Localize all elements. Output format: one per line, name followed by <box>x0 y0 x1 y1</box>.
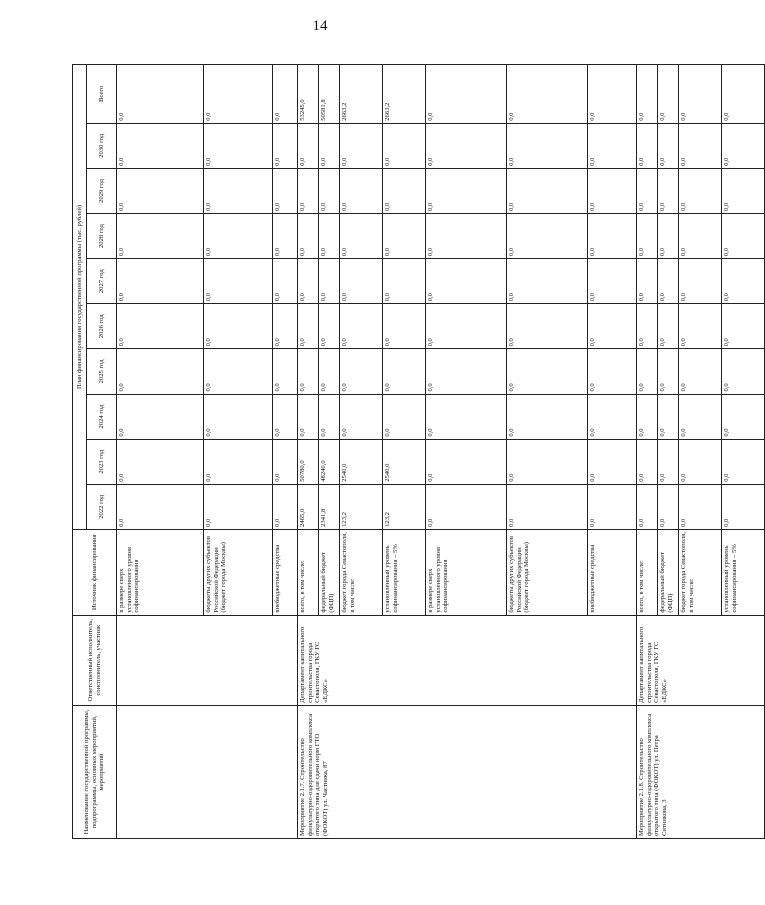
source-cell: федеральный бюджет (ФЦП) <box>658 529 679 615</box>
value-cell: 0,0 <box>588 304 637 349</box>
value-cell: 2465,0 <box>298 484 319 529</box>
value-cell: 0,0 <box>679 214 722 259</box>
value-cell: 0,0 <box>117 349 204 394</box>
value-cell: 0,0 <box>637 304 658 349</box>
header-year: 2029 год <box>87 168 117 213</box>
header-responsible-column: Ответственный исполнитель, соисполнитель, участник <box>73 615 117 705</box>
header-total: Всего <box>87 65 117 124</box>
total-cell: 53245,0 <box>298 65 319 124</box>
value-cell: 2540,0 <box>383 439 426 484</box>
value-cell: 0,0 <box>383 168 426 213</box>
value-cell: 0,0 <box>507 439 588 484</box>
source-cell: установленный уровень софинансирования – 5% <box>383 529 426 615</box>
value-cell: 123,2 <box>340 484 383 529</box>
source-cell: в размере сверх установленного уровня софинансирования <box>117 529 204 615</box>
value-cell: 0,0 <box>117 394 204 439</box>
value-cell: 0,0 <box>658 394 679 439</box>
value-cell: 0,0 <box>319 259 340 304</box>
value-cell: 0,0 <box>507 304 588 349</box>
value-cell: 0,0 <box>340 123 383 168</box>
value-cell: 0,0 <box>722 168 765 213</box>
header-source-column: Источник финансирования <box>73 529 117 615</box>
value-cell: 0,0 <box>298 123 319 168</box>
value-cell: 0,0 <box>658 439 679 484</box>
responsible-cell: Департамент капитального строительства города Севастополя, ГКУ ГС «ЕДКС» <box>637 615 765 705</box>
value-cell: 0,0 <box>722 214 765 259</box>
value-cell: 0,0 <box>679 439 722 484</box>
value-cell: 0,0 <box>273 394 298 439</box>
value-cell: 0,0 <box>383 304 426 349</box>
value-cell: 0,0 <box>658 168 679 213</box>
financing-table <box>72 64 765 839</box>
value-cell: 0,0 <box>588 259 637 304</box>
value-cell: 0,0 <box>204 484 273 529</box>
header-year: 2025 год <box>87 349 117 394</box>
value-cell: 0,0 <box>273 349 298 394</box>
total-cell: 0,0 <box>588 65 637 124</box>
value-cell: 0,0 <box>340 304 383 349</box>
value-cell: 0,0 <box>722 259 765 304</box>
value-cell: 0,0 <box>637 439 658 484</box>
value-cell: 0,0 <box>426 123 507 168</box>
measure-name-cell <box>117 705 298 838</box>
value-cell: 0,0 <box>507 259 588 304</box>
value-cell: 0,0 <box>426 168 507 213</box>
value-cell: 0,0 <box>319 168 340 213</box>
value-cell: 0,0 <box>679 304 722 349</box>
source-cell: бюджет города Севастополя, в том числе: <box>340 529 383 615</box>
header-year: 2023 год <box>87 439 117 484</box>
value-cell: 0,0 <box>204 259 273 304</box>
source-cell: всего, в том числе: <box>298 529 319 615</box>
value-cell: 0,0 <box>637 168 658 213</box>
value-cell: 0,0 <box>273 123 298 168</box>
table-row <box>117 65 204 839</box>
header-year: 2026 год <box>87 304 117 349</box>
total-cell: 2663,2 <box>383 65 426 124</box>
header-year: 2027 год <box>87 259 117 304</box>
value-cell: 0,0 <box>722 304 765 349</box>
table-row <box>637 65 658 839</box>
value-cell: 0,0 <box>426 259 507 304</box>
total-cell: 0,0 <box>117 65 204 124</box>
value-cell: 0,0 <box>507 123 588 168</box>
value-cell: 0,0 <box>273 484 298 529</box>
value-cell: 0,0 <box>637 259 658 304</box>
header-year: 2024 год <box>87 394 117 439</box>
value-cell: 0,0 <box>658 123 679 168</box>
source-cell: всего, в том числе: <box>637 529 658 615</box>
value-cell: 0,0 <box>679 394 722 439</box>
value-cell: 0,0 <box>507 168 588 213</box>
measure-name-cell: Мероприятие 2.1.8. Строительство физкультурно-оздоровительного комплекса открытого типа (ФОКОТ) ул. Петра Ситникова, 3 <box>637 705 765 838</box>
value-cell: 0,0 <box>722 394 765 439</box>
value-cell: 0,0 <box>298 304 319 349</box>
value-cell: 0,0 <box>658 214 679 259</box>
value-cell: 0,0 <box>658 259 679 304</box>
value-cell: 0,0 <box>426 439 507 484</box>
value-cell: 0,0 <box>298 349 319 394</box>
value-cell: 123,2 <box>383 484 426 529</box>
value-cell: 0,0 <box>273 168 298 213</box>
total-cell: 2663,2 <box>340 65 383 124</box>
responsible-cell <box>117 615 298 705</box>
value-cell: 0,0 <box>273 214 298 259</box>
total-cell: 0,0 <box>204 65 273 124</box>
total-cell: 50581,8 <box>319 65 340 124</box>
value-cell: 0,0 <box>637 214 658 259</box>
value-cell: 0,0 <box>637 394 658 439</box>
value-cell: 0,0 <box>340 394 383 439</box>
value-cell: 0,0 <box>383 123 426 168</box>
responsible-cell: Департамент капитального строительства города Севастополя, ГКУ ГС «ЕДКС» <box>298 615 637 705</box>
value-cell: 0,0 <box>588 394 637 439</box>
value-cell: 0,0 <box>319 123 340 168</box>
value-cell: 0,0 <box>426 484 507 529</box>
value-cell: 0,0 <box>204 349 273 394</box>
value-cell: 0,0 <box>637 484 658 529</box>
value-cell: 0,0 <box>340 349 383 394</box>
source-cell: внебюджетные средства <box>273 529 298 615</box>
value-cell: 0,0 <box>319 214 340 259</box>
value-cell: 0,0 <box>679 484 722 529</box>
value-cell: 0,0 <box>319 394 340 439</box>
value-cell: 0,0 <box>426 349 507 394</box>
value-cell: 0,0 <box>722 484 765 529</box>
value-cell: 0,0 <box>679 123 722 168</box>
value-cell: 48240,0 <box>319 439 340 484</box>
value-cell: 0,0 <box>679 259 722 304</box>
source-cell: бюджет города Севастополя, в том числе: <box>679 529 722 615</box>
total-cell: 0,0 <box>426 65 507 124</box>
total-cell: 0,0 <box>273 65 298 124</box>
value-cell: 0,0 <box>588 123 637 168</box>
value-cell: 0,0 <box>679 168 722 213</box>
value-cell: 0,0 <box>637 349 658 394</box>
value-cell: 0,0 <box>588 168 637 213</box>
table-row <box>298 65 319 839</box>
value-cell: 0,0 <box>637 123 658 168</box>
value-cell: 0,0 <box>298 394 319 439</box>
value-cell: 0,0 <box>319 304 340 349</box>
source-cell: внебюджетные средства <box>588 529 637 615</box>
value-cell: 0,0 <box>298 168 319 213</box>
source-cell: федеральный бюджет (ФЦП) <box>319 529 340 615</box>
value-cell: 0,0 <box>507 349 588 394</box>
total-cell: 0,0 <box>722 65 765 124</box>
source-cell: бюджеты других субъектов Российской Федерации (бюджет города Москвы) <box>507 529 588 615</box>
value-cell: 0,0 <box>117 484 204 529</box>
value-cell: 0,0 <box>426 394 507 439</box>
value-cell: 0,0 <box>340 259 383 304</box>
value-cell: 0,0 <box>273 439 298 484</box>
source-cell: бюджеты других субъектов Российской Федерации (бюджет города Москвы) <box>204 529 273 615</box>
rotated-table-container <box>72 64 738 839</box>
value-cell: 0,0 <box>658 484 679 529</box>
value-cell: 0,0 <box>298 259 319 304</box>
value-cell: 0,0 <box>204 394 273 439</box>
header-year: 2022 год <box>87 484 117 529</box>
value-cell: 2540,0 <box>340 439 383 484</box>
value-cell: 0,0 <box>319 349 340 394</box>
value-cell: 0,0 <box>117 123 204 168</box>
value-cell: 0,0 <box>204 214 273 259</box>
value-cell: 0,0 <box>588 439 637 484</box>
value-cell: 0,0 <box>383 349 426 394</box>
value-cell: 0,0 <box>383 214 426 259</box>
value-cell: 0,0 <box>722 349 765 394</box>
value-cell: 0,0 <box>658 349 679 394</box>
value-cell: 0,0 <box>507 214 588 259</box>
value-cell: 50780,0 <box>298 439 319 484</box>
value-cell: 2341,8 <box>319 484 340 529</box>
value-cell: 0,0 <box>722 439 765 484</box>
page-number: 14 <box>312 18 328 34</box>
value-cell: 0,0 <box>507 484 588 529</box>
total-cell: 0,0 <box>658 65 679 124</box>
value-cell: 0,0 <box>298 214 319 259</box>
value-cell: 0,0 <box>204 439 273 484</box>
value-cell: 0,0 <box>117 439 204 484</box>
value-cell: 0,0 <box>273 259 298 304</box>
source-cell: установленный уровень софинансирования – 5% <box>722 529 765 615</box>
total-cell: 0,0 <box>507 65 588 124</box>
value-cell: 0,0 <box>426 304 507 349</box>
header-year: 2028 год <box>87 214 117 259</box>
value-cell: 0,0 <box>426 214 507 259</box>
value-cell: 0,0 <box>117 304 204 349</box>
total-cell: 0,0 <box>637 65 658 124</box>
value-cell: 0,0 <box>383 394 426 439</box>
header-year: 2030 год <box>87 123 117 168</box>
value-cell: 0,0 <box>507 394 588 439</box>
value-cell: 0,0 <box>204 123 273 168</box>
value-cell: 0,0 <box>340 168 383 213</box>
value-cell: 0,0 <box>722 123 765 168</box>
value-cell: 0,0 <box>204 304 273 349</box>
value-cell: 0,0 <box>679 349 722 394</box>
value-cell: 0,0 <box>588 349 637 394</box>
value-cell: 0,0 <box>117 214 204 259</box>
value-cell: 0,0 <box>273 304 298 349</box>
header-plan-title: План финансирования государственной программы (тыс. рублей) <box>73 65 87 530</box>
value-cell: 0,0 <box>658 304 679 349</box>
source-cell: в размере сверх установленного уровня софинансирования <box>426 529 507 615</box>
value-cell: 0,0 <box>588 484 637 529</box>
value-cell: 0,0 <box>117 168 204 213</box>
header-name-column: Наименование государственной программы, подпрограммы, основных мероприятий, мероприятий <box>73 705 117 838</box>
value-cell: 0,0 <box>340 214 383 259</box>
total-cell: 0,0 <box>679 65 722 124</box>
value-cell: 0,0 <box>383 259 426 304</box>
measure-name-cell: Мероприятие 2.1.7. Строительство физкультурно-оздоровительного комплекса открытого типа для сдачи норм ГТО (ФОКОТ) ул. Частника, 87 <box>298 705 637 838</box>
table-body <box>117 65 765 839</box>
value-cell: 0,0 <box>204 168 273 213</box>
value-cell: 0,0 <box>117 259 204 304</box>
value-cell: 0,0 <box>588 214 637 259</box>
